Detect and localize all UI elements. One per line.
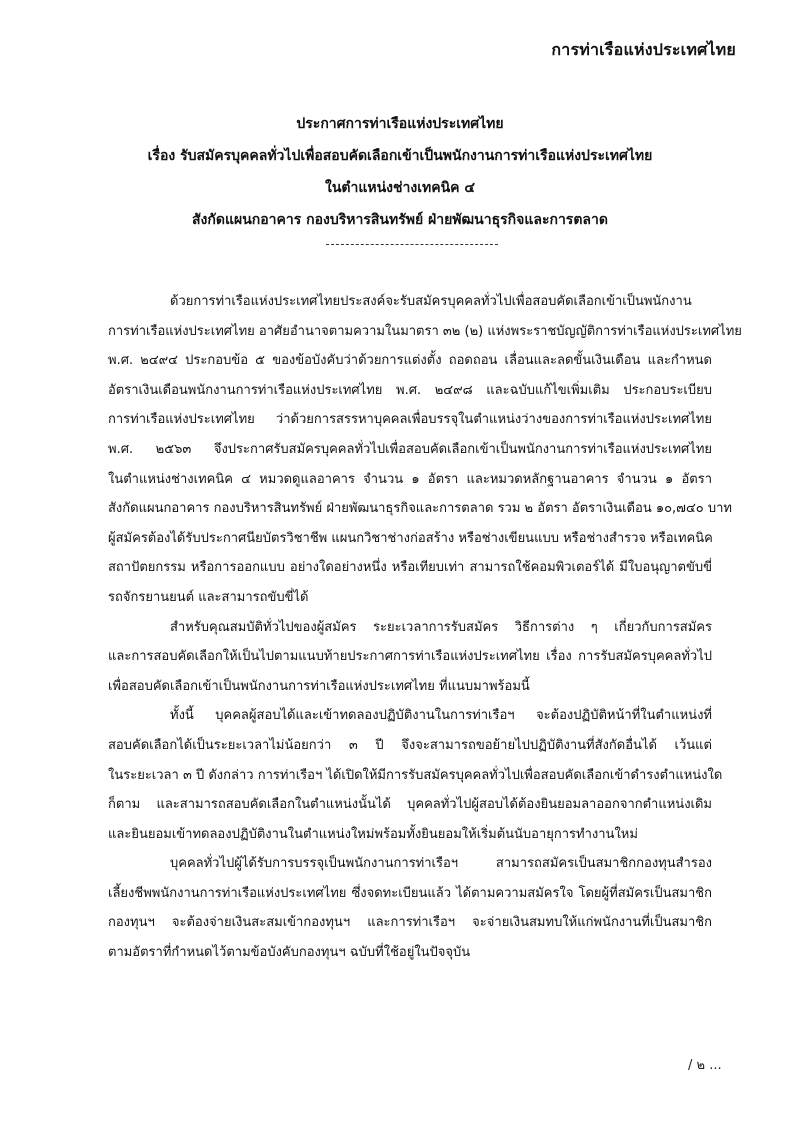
paragraph-line: บุคคลทั่วไปผู้ได้รับการบรรจุเป็นพนักงานการท่าเรือฯ สามารถสมัครเป็นสมาชิกกองทุนสำรอง [170,856,712,872]
paragraph-4 [108,849,712,967]
organization-header: การท่าเรือแห่งประเทศไทย [551,40,736,59]
paragraph-2 [108,613,712,702]
paragraph-line: สำหรับคุณสมบัติทั่วไปของผู้สมัคร ระยะเวลาการรับสมัคร วิธีการต่าง ๆ เกี่ยวกับการสมัคร [170,619,712,635]
paragraph-line: กองทุนฯ จะต้องจ่ายเงินสะสมเข้ากองทุนฯ และการท่าเรือฯ จะจ่ายเงินสมทบให้แก่พนักงานที่เป็นสมาชิก [108,915,712,931]
paragraph-line: ก็ตาม และสามารถสอบคัดเลือกในตำแหน่งนั้นได้ บุคคลทั่วไปผู้สอบได้ต้องยินยอมลาออกจากตำแหน่งเดิม [108,797,712,813]
title-department-line: สังกัดแผนกอาคาร กองบริหารสินทรัพย์ ฝ่ายพัฒนาธุรกิจและการตลาด [192,212,608,228]
paragraph-line: ด้วยการท่าเรือแห่งประเทศไทยประสงค์จะรับสมัครบุคคลทั่วไปเพื่อสอบคัดเลือกเข้าเป็นพนักงาน [170,294,692,309]
paragraph-line: สังกัดแผนกอาคาร กองบริหารสินทรัพย์ ฝ่ายพัฒนาธุรกิจและการตลาด รวม ๒ อัตรา อัตราเงินเดือน ๑๐,๗๔๐ บาท [108,501,732,517]
paragraph-line: เลี้ยงชีพพนักงานการท่าเรือแห่งประเทศไทย ซึ่งจดทะเบียนแล้ว ได้ตามความสมัครใจ โดยผู้ที่สมัครเป็นสมาชิก [108,885,712,901]
title-subject-line: เรื่อง รับสมัครบุคคลทั่วไปเพื่อสอบคัดเลือกเข้าเป็นพนักงานการท่าเรือแห่งประเทศไทย [147,148,653,164]
paragraph-line: การท่าเรือแห่งประเทศไทย อาศัยอำนาจตามความในมาตรา ๓๒ (๒) แห่งพระราชบัญญัติการท่าเรือแห่งประเทศไทย [108,323,742,339]
paragraph-line: ในตำแหน่งช่างเทคนิค ๔ หมวดดูแลอาคาร จำนวน ๑ อัตรา และหมวดหลักฐานอาคาร จำนวน ๑ อัตรา [108,471,712,487]
paragraph-line: ในระยะเวลา ๓ ปี ดังกล่าว การท่าเรือฯ ได้เปิดให้มีการรับสมัครบุคคลทั่วไปเพื่อสอบคัดเลือกเข้าดำรงตำแหน่งใด [108,767,723,783]
paragraph-line: และการสอบคัดเลือกให้เป็นไปตามแนบท้ายประกาศการท่าเรือแห่งประเทศไทย เรื่อง การรับสมัครบุคคลทั่วไป [108,649,712,665]
title-position-line: ในตำแหน่งช่างเทคนิค ๔ [324,180,475,196]
title-line: ประกาศการท่าเรือแห่งประเทศไทย [296,116,504,132]
title-separator [326,244,498,245]
paragraph-line: พ.ศ. ๒๕๖๓ จึงประกาศรับสมัครบุคคลทั่วไปเพื่อสอบคัดเลือกเข้าเป็นพนักงานการท่าเรือแห่งประเทศไทย [108,441,712,457]
paragraph-3 [108,701,723,849]
announcement-title [0,108,800,236]
paragraph-line: อัตราเงินเดือนพนักงานการท่าเรือแห่งประเทศไทย พ.ศ. ๒๔๙๘ และฉบับแก้ไขเพิ่มเติม ประกอบระเบียบ [108,382,712,398]
paragraph-line: สอบคัดเลือกได้เป็นระยะเวลาไม่น้อยกว่า ๓ ปี จึงจะสามารถขอย้ายไปปฏิบัติงานที่สังกัดอื่นได้ เว้นแต่ [108,737,712,753]
paragraph-line: เพื่อสอบคัดเลือกเข้าเป็นพนักงานการท่าเรือแห่งประเทศไทย ที่แนบมาพร้อมนี้ [108,678,530,694]
paragraph-line: ตามอัตราที่กำหนดไว้ตามข้อบังคับกองทุนฯ ฉบับที่ใช้อยู่ในปัจจุบัน [108,945,471,961]
paragraph-line: สถาปัตยกรรม หรือการออกแบบ อย่างใดอย่างหนึ่ง หรือเทียบเท่า สามารถใช้คอมพิวเตอร์ได้ มีใบอนุญาตขับขี่ [108,560,712,576]
paragraph-line: ผู้สมัครต้องได้รับประกาศนียบัตรวิชาชีพ แผนกวิชาช่างก่อสร้าง หรือช่างเขียนแบบ หรือช่างสำรวจ หรือเทคนิค [108,530,713,546]
paragraph-line: ทั้งนี้ บุคคลผู้สอบได้และเข้าทดลองปฏิบัติงานในการท่าเรือฯ จะต้องปฏิบัติหน้าที่ในตำแหน่งที่ [170,708,712,724]
paragraph-line: พ.ศ. ๒๔๙๔ ประกอบข้อ ๕ ของข้อบังคับว่าด้วยการแต่งตั้ง ถอดถอน เลื่อนและลดขั้นเงินเดือน และกำหนด [108,353,712,369]
page-continuation-indicator: / ๒ ... [688,1058,722,1073]
paragraph-line: รถจักรยานยนต์ และสามารถขับขี่ได้ [108,589,309,605]
paragraph-1 [108,287,742,613]
announcement-body [108,287,742,968]
paragraph-line: และยินยอมเข้าทดลองปฏิบัติงานในตำแหน่งใหม่พร้อมทั้งยินยอมให้เริ่มต้นนับอายุการทำงานใหม่ [108,826,638,842]
paragraph-line: การท่าเรือแห่งประเทศไทย ว่าด้วยการสรรหาบุคคลเพื่อบรรจุในตำแหน่งว่างของการท่าเรือแห่งประเทศไทย [108,412,712,428]
